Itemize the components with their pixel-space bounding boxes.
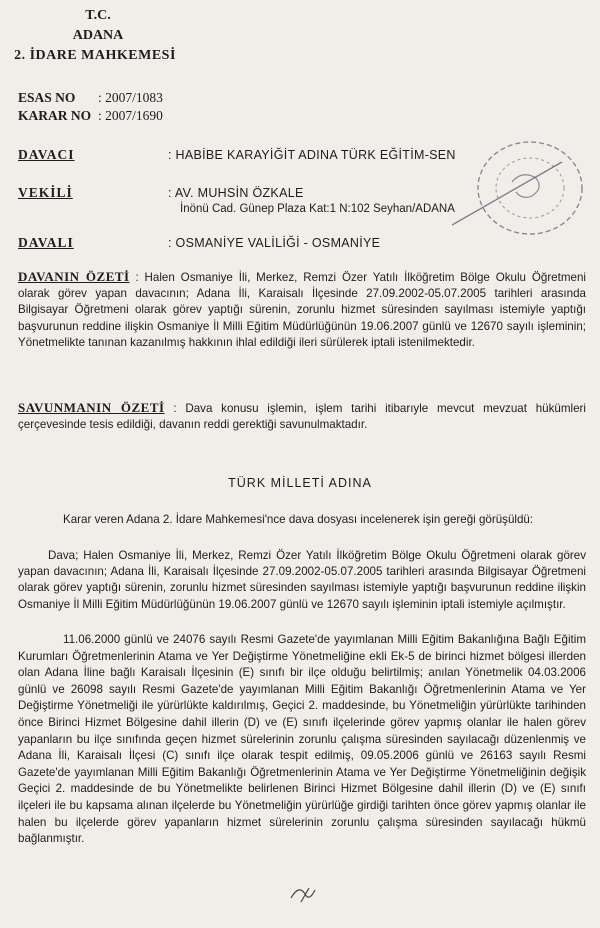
header-court: 2. İDARE MAHKEMESİ xyxy=(14,48,176,63)
davanin-ozeti-label: DAVANIN ÖZETİ xyxy=(18,269,130,284)
davanin-ozeti-paragraph xyxy=(18,269,586,351)
savunmanin-ozeti-text: : Dava konusu işlemin, işlem tarihi itibarıyle mevcut mevzuat hükümleri çerçevesinde tesis edildiği, davanın reddi gerektiği savunulmaktadır. xyxy=(18,402,586,432)
intro-paragraph: Karar veren Adana 2. İdare Mahkemesi'nce dava dosyası incelenerek işin gereği görüşüldü: xyxy=(63,513,534,526)
esas-no-value: : 2007/1083 xyxy=(98,90,163,105)
section-title: TÜRK MİLLETİ ADINA xyxy=(228,476,372,490)
header-tc: T.C. xyxy=(85,8,111,23)
davaci-label: DAVACI xyxy=(18,147,75,162)
davali-label: DAVALI xyxy=(18,235,74,250)
dava-paragraph: Dava; Halen Osmaniye İli, Merkez, Remzi Özer Yatılı İlköğretim Bölge Okulu Öğretmeni olarak görev yapan davacının; Adana İli, Karaisalı İlçesinde 27.09.2002-05.07.2005 tarihleri arasında Bilgisayar Öğretmeni olarak görev yaptığı sürenin, zorunlu hizmet süresinden sayılması istemiyle yaptığı başvurunun reddine ilişkin Osmaniye İl Milli Eğitim Müdürlüğünün 19.06.2007 günlü ve 12670 sayılı işleminin iptali istemiyle açılmıştır. xyxy=(18,549,586,611)
court-stamp-icon xyxy=(452,130,592,240)
header-city: ADANA xyxy=(72,28,124,43)
karar-no-row xyxy=(18,108,163,124)
davaci-row xyxy=(18,147,456,163)
davaci-value: : HABİBE KARAYİĞİT ADINA TÜRK EĞİTİM-SEN xyxy=(168,148,456,162)
karar-no-label: KARAR NO xyxy=(18,108,92,123)
davanin-ozeti-text: : Halen Osmaniye İli, Merkez, Remzi Özer Yatılı İlköğretim Bölge Okulu Öğretmeni olarak görev yapan davacının; Adana İli, Karaisalı İlçesinde 27.09.2002-05.07.2005 tarihleri arasında Bilgisayar Öğretmeni olarak görev yaptığı sürenin, zorunlu hizmet süresinden sayılması istemiyle yaptığı başvurunun reddine ilişkin Osmaniye İl Milli Eğitim Müdürlüğünün 19.06.2007 günlü ve 12670 sayılı işleminin; Yönetmelikte tanınan kazanılmış hakkının ihlal edildiği ileri sürülerek iptali istenilmektedir. xyxy=(18,271,586,349)
vekili-label: VEKİLİ xyxy=(18,185,73,200)
court-stamp-shape xyxy=(452,142,582,234)
signature-mark-icon xyxy=(285,880,325,910)
vekili-row xyxy=(18,185,304,201)
vekili-value: : AV. MUHSİN ÖZKALE xyxy=(168,186,304,200)
savunmanin-ozeti-paragraph xyxy=(18,400,586,433)
vekili-address: İnönü Cad. Günep Plaza Kat:1 N:102 Seyhan/ADANA xyxy=(180,203,455,215)
davali-row xyxy=(18,235,380,251)
karar-no-value: : 2007/1690 xyxy=(98,108,163,123)
esas-no-row xyxy=(18,90,163,106)
esas-no-label: ESAS NO xyxy=(18,90,76,105)
davali-value: : OSMANİYE VALİLİĞİ - OSMANİYE xyxy=(168,236,381,250)
savunmanin-ozeti-label: SAVUNMANIN ÖZETİ xyxy=(18,400,165,415)
main-paragraph: 11.06.2000 günlü ve 24076 sayılı Resmi Gazete'de yayımlanan Milli Eğitim Bakanlığına Bağlı Eğitim Kurumları Öğretmenlerinin Atama ve Yer Değiştirme Yönetmeliğine ekli Ek-5 de birinci hizmet bölgesi illerden olan Adana İline bağlı Karaisalı İlçesinin (E) sınıfı bir ilçe olduğu belirtilmiş; anılan Yönetmelik 04.03.2006 günlü ve 26098 sayılı Resmi Gazete'de yayımlanan Milli Eğitim Bakanlığı Öğretmenlerinin Atama ve Yer Değiştirme Yönetmeliği ile yürürlükte kaldırılmış, Geçici 2. maddesinde, bu Yönetmeliğin yürürlükte tarihinden önce Birinci Hizmet Bölgesine dahil illerin (D) ve (E) sınıfı ilçelerinde görev yapmış olanlar ile halen görev yapanların bu ilçe sınıfında geçen hizmet sürelerinin zorunlu çalışma süresinden sayılacağı düzenlenmiş ve Adana İli, Karaisalı İlçesi (C) sınıfı ilçe olarak tespit edilmiş, 09.05.2006 günlü ve 26163 sayılı Resmi Gazete'de yayımlanan Milli Eğitim Bakanlığı Öğretmenlerinin Atama ve Yer Değiştirme Yönetmeliğinin değişik Geçici 2. maddesinde de bu Yönetmelikte belirlenen Birinci Hizmet Bölgesine dahil illerin (D) ve (E) sınıfı ilçeleri ile bu kapsama alınan ilçelerde bu Yönetmeliğin yürürlüğe girdiği tarihten önce görev yapmış olanlar ile halen bu ilçelerde görev yapanların hizmet sürelerinin zorunlu çalışma süresinden sayılacağı hükmü bağlanmıştır. xyxy=(18,633,586,846)
